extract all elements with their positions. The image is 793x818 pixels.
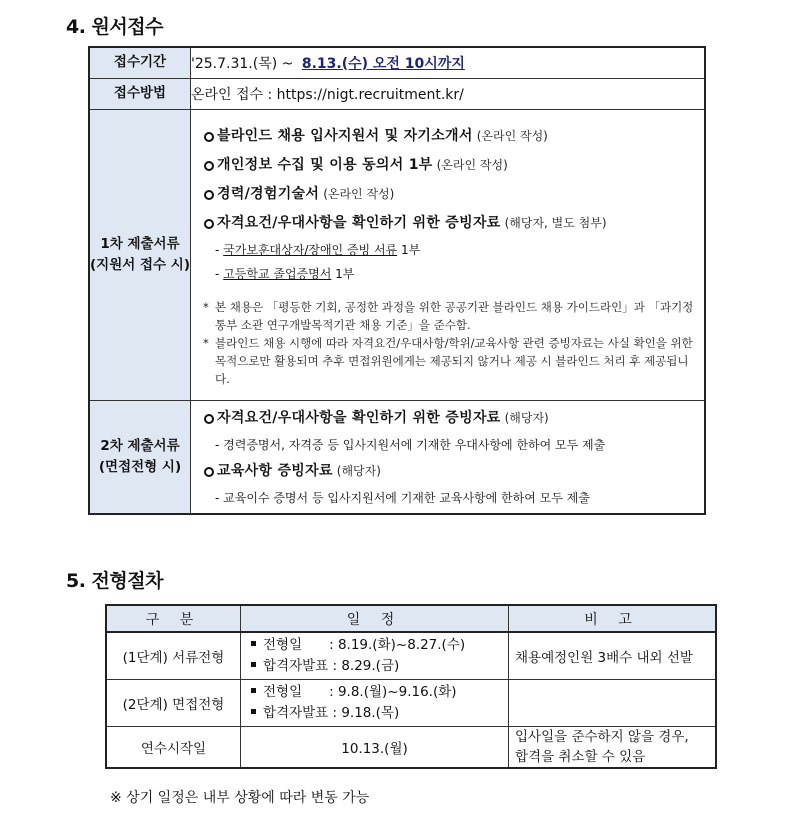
table-row (106, 632, 716, 680)
stage-cell: (2단계) 면접전형 (106, 680, 241, 727)
doc-item: 자격요건/우대사항을 확인하기 위한 증빙자료 (해당자) (191, 404, 704, 433)
circle-bullet-icon (204, 190, 214, 200)
note: * 본 채용은 「평등한 기회, 공정한 과정을 위한 공공기관 블라인드 채용 가이드라인」과 「과기정통부 소관 연구개발목적기관 채용 기준」을 준수함. (203, 299, 694, 332)
remark-cell (509, 680, 717, 727)
square-bullet-icon (251, 662, 256, 667)
doc-subitem: - 교육이수 증명서 등 입사지원서에 기재한 교육사항에 한하여 모두 제출 (215, 490, 590, 505)
circle-bullet-icon (204, 414, 214, 424)
first-docs-label-line2: (지원서 접수 시) (90, 256, 190, 273)
section-4-title: 4. 원서접수 (66, 16, 163, 38)
schedule-cell: 전형일 : 9.8.(월)~9.16.(화) 합격자발표 : 9.18.(목) (241, 680, 509, 727)
circle-bullet-icon (204, 467, 214, 477)
method-label: 접수방법 (89, 78, 191, 109)
doc-item: 블라인드 채용 입사지원서 및 자기소개서 (온라인 작성) (191, 122, 704, 151)
square-bullet-icon (251, 641, 256, 646)
stage-cell: 연수시작일 (106, 727, 241, 769)
doc-item: 자격요건/우대사항을 확인하기 위한 증빙자료 (해당자, 별도 첨부) (191, 209, 704, 238)
period-end: 8.13.(수) 오전 10시까지 (301, 55, 465, 72)
header-schedule: 일 정 (241, 605, 509, 632)
doc-subitem: - 고등학교 졸업증명서 1부 (215, 266, 355, 281)
header-remark: 비 고 (509, 605, 717, 632)
doc-subitem: - 국가보훈대상자/장애인 증빙 서류 1부 (215, 242, 421, 257)
period-label: 접수기간 (89, 47, 191, 78)
doc-item: 개인정보 수집 및 이용 동의서 1부 (온라인 작성) (191, 151, 704, 180)
circle-bullet-icon (204, 219, 214, 229)
doc-subitem: - 경력증명서, 자격증 등 입사지원서에 기재한 우대사항에 한하여 모두 제출 (215, 437, 606, 452)
table-row (106, 727, 716, 769)
doc-item: 경력/경험기술서 (온라인 작성) (191, 180, 704, 209)
second-docs-content (191, 400, 706, 514)
circle-bullet-icon (204, 161, 214, 171)
remark-cell: 입사일을 준수하지 않을 경우, 합격을 취소할 수 있음 (509, 727, 717, 769)
period-start: '25.7.31.(목) ~ (191, 55, 294, 72)
square-bullet-icon (251, 688, 256, 693)
remark-cell: 채용예정인원 3배수 내외 선발 (509, 632, 717, 680)
square-bullet-icon (251, 709, 256, 714)
method-value: 온라인 접수 : https://nigt.recruitment.kr/ (191, 78, 706, 109)
footnote: ※ 상기 일정은 내부 상황에 따라 변동 가능 (110, 790, 370, 806)
header-category: 구 분 (106, 605, 241, 632)
note: * 블라인드 채용 시행에 따라 자격요건/우대사항/학위/교육사항 관련 증빙자료는 사실 확인을 위한 목적으로만 활용되며 추후 면접위원에게는 제공되지 않거나 제공 시 블라인드 처리 후 제공됩니다. (203, 335, 693, 386)
schedule-cell: 전형일 : 8.19.(화)~8.27.(수) 합격자발표 : 8.29.(금) (241, 632, 509, 680)
table-row (106, 680, 716, 727)
section-5-title: 5. 전형절차 (66, 570, 163, 592)
period-value (191, 47, 706, 78)
procedure-table (105, 604, 717, 769)
schedule-cell: 10.13.(월) (241, 727, 509, 769)
first-docs-content (191, 109, 706, 400)
second-docs-label-line2: (면접전형 시) (98, 458, 182, 475)
application-table (88, 46, 706, 515)
first-docs-label (89, 109, 191, 400)
second-docs-label-line1: 2차 제출서류 (100, 437, 180, 454)
circle-bullet-icon (204, 132, 214, 142)
doc-item: 교육사항 증빙자료 (해당자) (191, 457, 704, 486)
first-docs-label-line1: 1차 제출서류 (100, 235, 180, 252)
stage-cell: (1단계) 서류전형 (106, 632, 241, 680)
second-docs-label (89, 400, 191, 514)
